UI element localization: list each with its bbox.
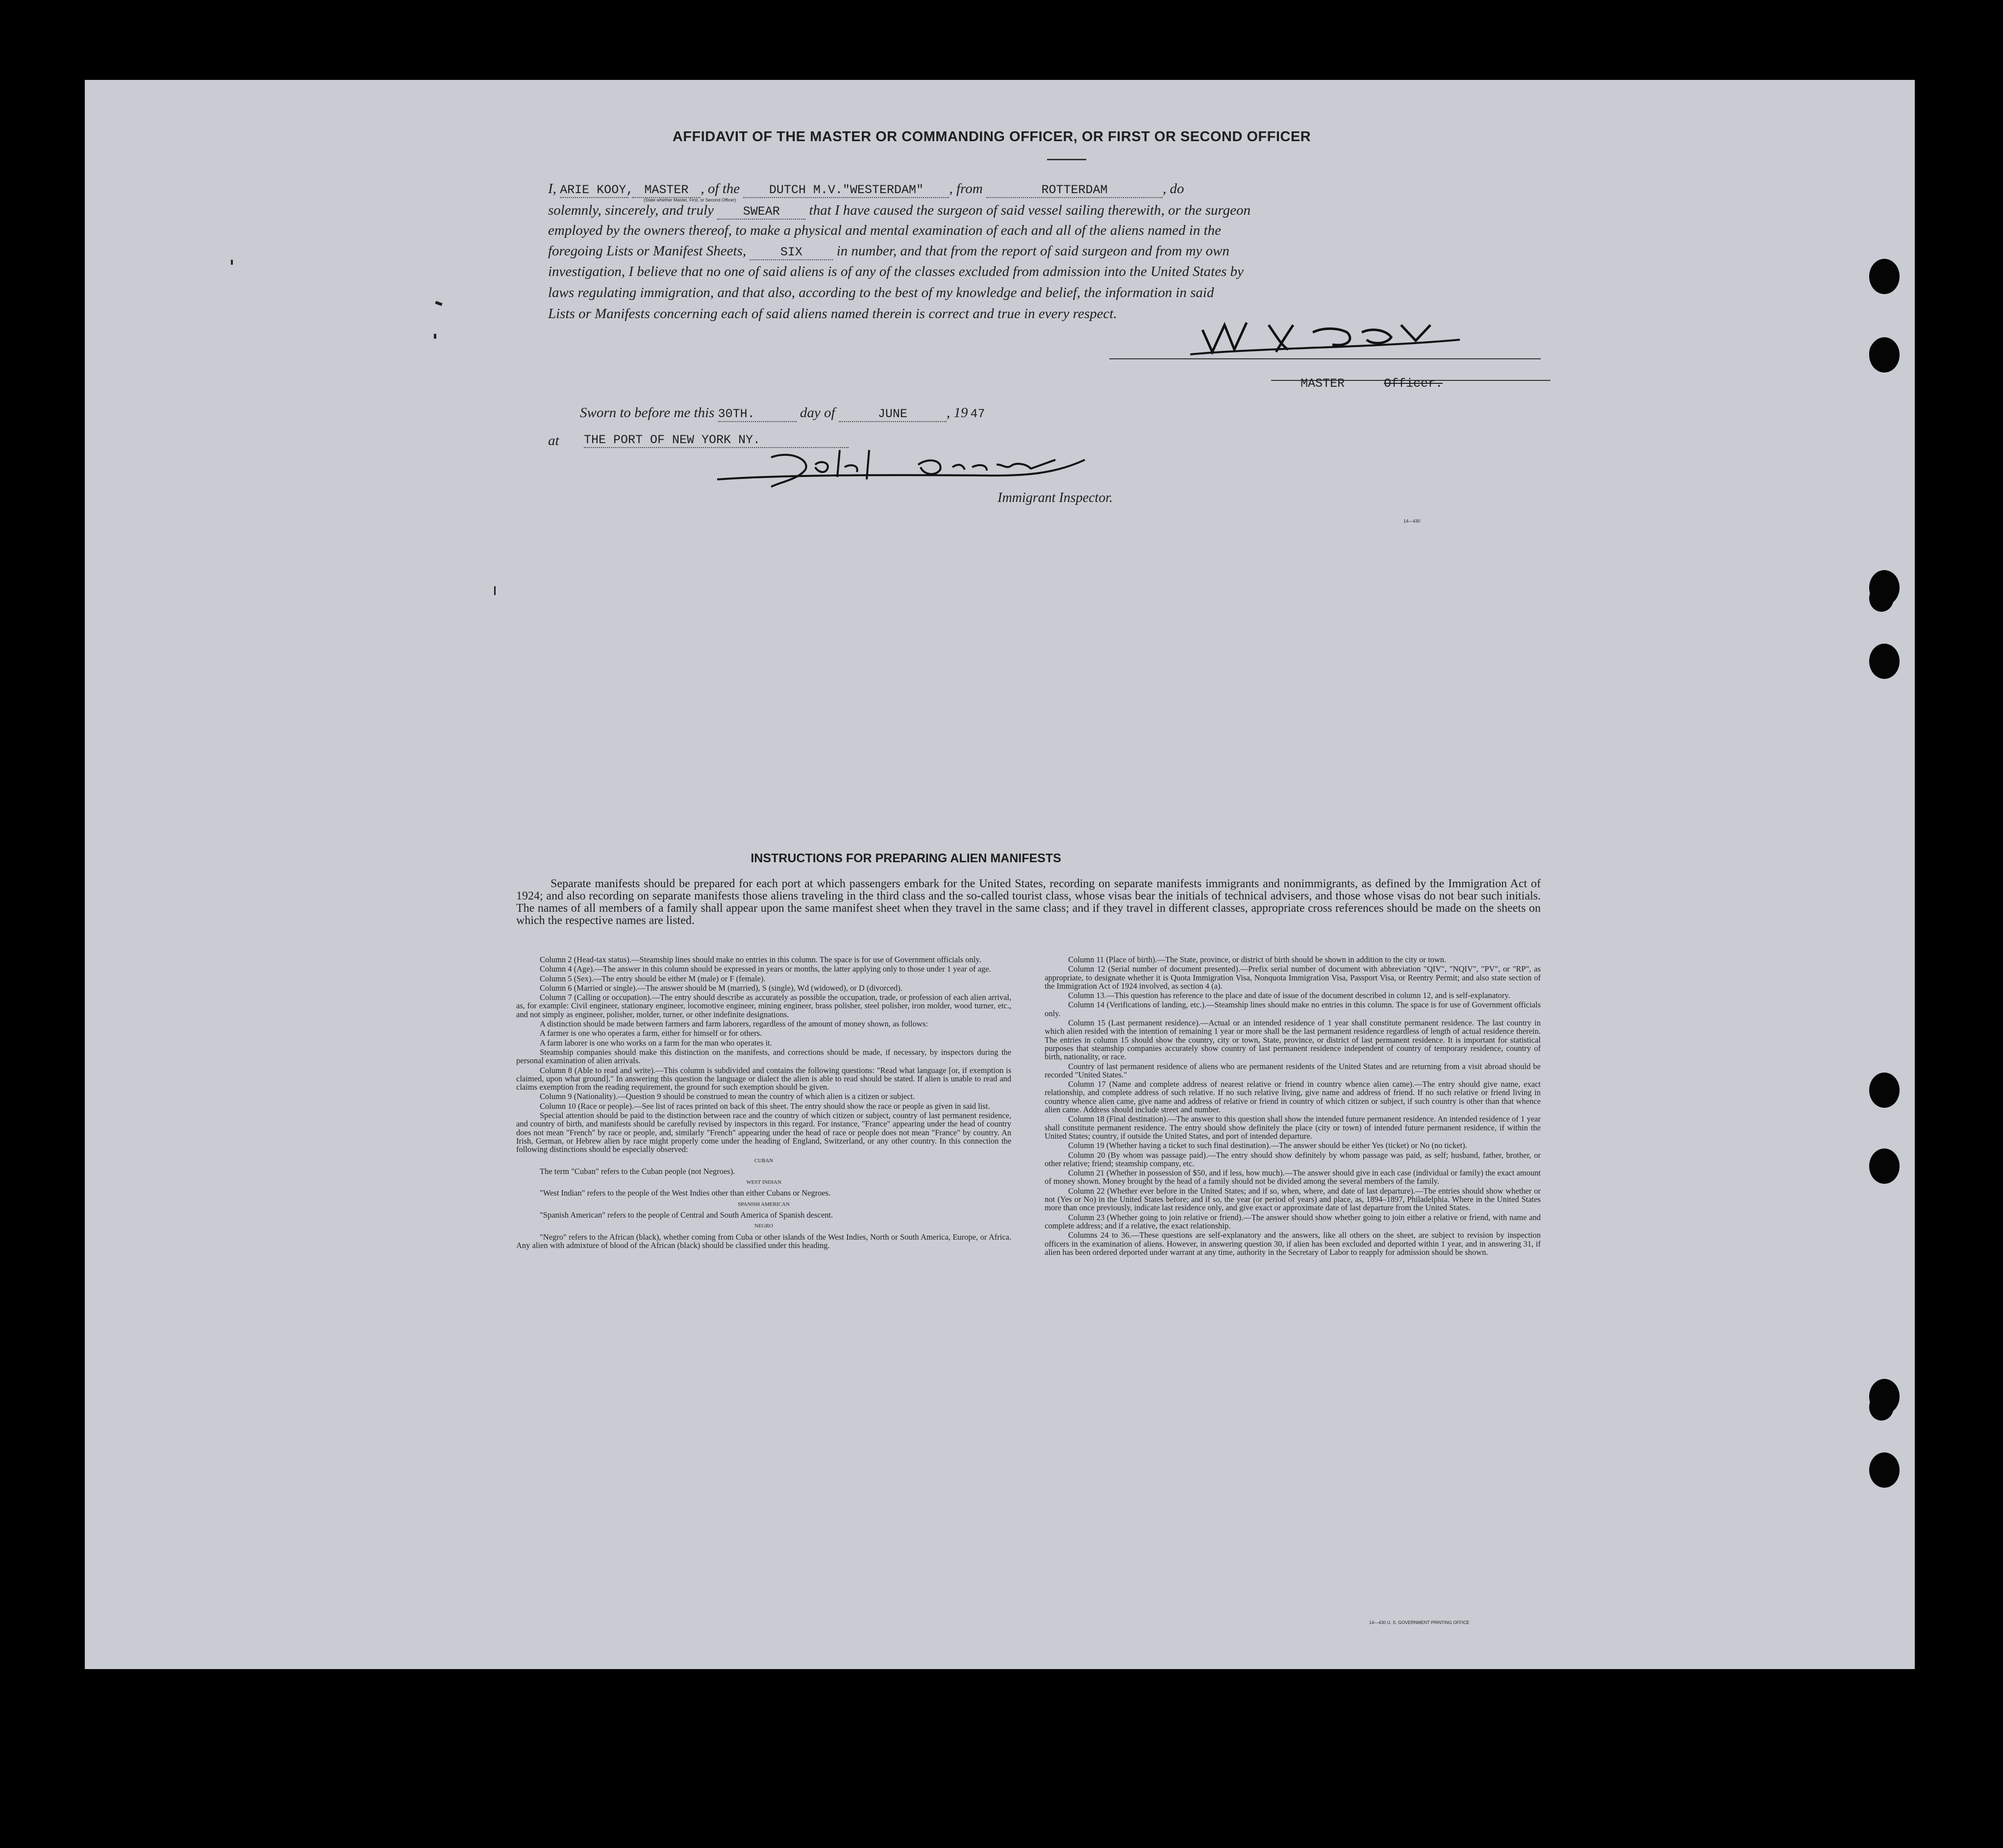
stray-mark [434,334,436,339]
printing-office-note: 14—430 U. S. GOVERNMENT PRINTING OFFICE [1369,1620,1470,1625]
punch-hole [1869,585,1894,612]
affidavit-line-6: laws regulating immigration, and that also, according to the best of my knowledge and belief, the information in said [548,285,1214,300]
master-title: MASTER [1301,376,1345,391]
oath-field: SWEAR [717,204,805,220]
sworn-month-field: JUNE [839,407,947,422]
instruction-paragraph: Column 9 (Nationality).—Question 9 should be construed to mean the country of which alien is a citizen or subject. [540,1092,915,1101]
stray-mark [231,260,233,265]
affidavit-title: AFFIDAVIT OF THE MASTER OR COMMANDING OFFICER, OR FIRST OR SECOND OFFICER [672,129,1311,145]
instruction-paragraph: "West Indian" refers to the people of the West Indies other than either Cubans or Negroes. [540,1188,831,1198]
at-label: at [548,433,559,449]
punch-hole [1869,1394,1894,1421]
title-rule [1047,159,1086,160]
stray-mark [494,586,496,595]
instruction-paragraph: Column 4 (Age).—The answer in this column should be expressed in years or months, the latter applying only to those under 1 year of age. [540,964,991,974]
punch-hole [1869,1149,1900,1184]
instruction-paragraph: A distinction should be made between farmers and farm laborers, regardless of the amount of money shown, as follows: [540,1019,928,1029]
affidavit-line-2: solemnly, sincerely, and truly SWEAR that I have caused the surgeon of said vessel sailing therewith, or the surgeon [548,202,1251,219]
sworn-year-field: 47 [970,407,985,421]
instruction-paragraph: Column 12 (Serial number of document presented).—Prefix serial number of document with abbreviation "QIV", "NQIV", "PV", or "RP", as appropriate, to designate whether it is Quota Immigration Visa, Nonquota Immigration Visa, Passport Visa, or Reentry Permit; and also state section of the Immigration Act of 1924 involved, as section 4 (a). [1045,964,1541,991]
instruction-paragraph: Column 14 (Verifications of landing, etc.).—Steamship lines should make no entries in this column. The space is for use of Government officials only. [1045,1000,1541,1018]
master-signature [1185,310,1577,369]
punch-hole [1869,644,1900,679]
punch-hole [1869,1073,1900,1108]
struck-officer: Officer. [1384,376,1443,391]
punch-hole [1869,340,1894,367]
instruction-paragraph: Column 5 (Sex).—The entry should be either M (male) or F (female). [540,974,766,983]
place-field: THE PORT OF NEW YORK NY. [584,433,849,448]
instruction-paragraph: Column 10 (Race or people).—See list of races printed on back of this sheet. The entry should show the race or people as given in said list. [540,1101,990,1111]
instruction-paragraph: Column 23 (Whether going to join relative or friend).—The answer should show whether going to join either a relative or friend, with name and complete address; and if a relative, the exact relationship. [1045,1212,1541,1230]
instruction-paragraph: Special attention should be paid to the distinction between race and the country of which citizen or subject, country of last permanent residence, and country of birth, and manifests should be carefully revised by inspectors in this regard. For instance, "France" appearing under the head of country does not mean "French" by race or people, and, similarly "French" appearing under the head of race or people does not mean "France" by country. An Irish, German, or Hebrew alien by race might properly come under the heading of England, Switzerland, or any other country. In this connection the following distinctions should be especially observed: [516,1111,1011,1154]
heading-spanish-american: SPANISH AMERICAN [738,1201,790,1207]
instruction-paragraph: Column 20 (By whom was passage paid).—The entry should show definitely by whom passage was paid, as self; husband, father, brother, or other relative; friend; steamship company, etc. [1045,1150,1541,1168]
sheets-count-field: SIX [750,245,833,260]
affidavit-line-1: I, ARIE KOOY, MASTER , of the DUTCH M.V."WESTERDAM" , from ROTTERDAM , do [548,181,1184,197]
instruction-paragraph: Column 8 (Able to read and write).—This column is subdivided and contains the following questions: "Read what language [or, if exemption is claimed, upon what ground]." In answering this question the language or dialect the alien is able to read should be stated. If alien is unable to read and claims exemption from the reading requirement, the ground for such exemption should be given. [516,1065,1011,1092]
vessel-field: DUTCH M.V."WESTERDAM" [743,183,949,198]
instruction-paragraph: A farmer is one who operates a farm, either for himself or for others. [540,1028,762,1038]
heading-negro: NEGRO [754,1223,773,1229]
instruction-paragraph: Column 19 (Whether having a ticket to such final destination).—The answer should be either Yes (ticket) or No (no ticket). [1068,1141,1467,1150]
manifest-sheet [85,80,1915,1669]
instruction-paragraph: Column 18 (Final destination).—The answer to this question shall show the intended future permanent residence. An intended residence of 1 year shall constitute permanent residence. The entry should show definitely the place (city or town) of intended future permanent residence, if within the United States; country, if outside the United States, and port of intended departure. [1045,1114,1541,1141]
instruction-paragraph: Column 21 (Whether in possession of $50, and if less, how much).—The answer should give in each case (individual or family) the exact amount of money shown. Money brought by the head of a family should not be divided among the several members of the family. [1045,1168,1541,1186]
affidavit-line-5: investigation, I believe that no one of said aliens is of any of the classes excluded from admission into the United States by [548,264,1244,279]
master-signature-line [1109,358,1541,359]
instruction-paragraph: Country of last permanent residence of aliens who are permanent residents of the United States and are returning from a visit abroad should be recorded "United States." [1045,1061,1541,1079]
instruction-paragraph: Column 15 (Last permanent residence).—Actual or an intended residence of 1 year shall constitute permanent residence. The last country in which alien resided with the intention of remaining 1 year or more shall be the last permanent residence regardless of length of actual residence therein. The entries in column 15 should show the country, city or town, State, province, or district of last permanent residence. It is important for statistical purposes that steamship companies accurately show country of last permanent residence independent of country of temporary residence, country of birth, nationality, or race. [1045,1018,1541,1062]
instruction-paragraph: "Spanish American" refers to the people of Central and South America of Spanish descent. [540,1210,833,1220]
instruction-paragraph: Column 17 (Name and complete address of nearest relative or friend in country whence alien came).—The entry should give name, exact relationship, and complete address of such relative. If no such relative living, give name and address of friend. If no such relative or friend living in country whence alien came, give name and address of relative or friend in country of which citizen or subject, if such country is other than that whence alien came. Address should include street and number. [1045,1079,1541,1115]
affidavit-line-7: Lists or Manifests concerning each of said aliens named therein is correct and true in every respect. [548,306,1117,322]
heading-cuban: CUBAN [754,1157,774,1164]
instruction-paragraph: Column 13.—This question has reference to the place and date of issue of the document described in column 12, and is self-explanatory. [1068,991,1510,1000]
instructions-intro: Separate manifests should be prepared for each port at which passengers embark for the United States, recording on separate manifests immigrants and nonimmigrants, as defined by the Immigration Act of 1924; and also recording on separate manifests those aliens traveling in the third class and the so-called tourist class, whose visas bear the initials of technical advisers, and those whose visas do not bear such initials. The names of all members of a family shall appear upon the same manifest sheet when they travel in the same class; and if they travel in different classes, appropriate cross references should be made on the sheets on which the respective names are listed. [516,877,1541,927]
affidavit-line-3: employed by the owners thereof, to make a physical and mental examination of each and all of the aliens named in the [548,223,1221,238]
form-number: 14—430 [1403,519,1421,524]
sworn-line: Sworn to before me this 30TH. day of JUNE , 19 47 [580,405,1580,422]
instruction-paragraph: "Negro" refers to the African (black), whether coming from Cuba or other islands of the West Indies, North or South America, Europe, or Africa. Any alien with admixture of blood of the African (black) should be classified under this heading. [516,1232,1011,1250]
instruction-paragraph: Steamship companies should make this distinction on the manifests, and corrections should be made, if necessary, by inspectors during the personal examination of alien arrivals. [516,1047,1011,1066]
instruction-paragraph: Column 7 (Calling or occupation).—The entry should describe as accurately as possible the occupation, trade, or profession of each alien arrival, as, for example: Civil engineer, stationary engineer, locomotive engineer, mining engineer, brass polisher, steel polisher, iron molder, wood turner, etc., and not simply as engineer, polisher, molder, turner, or other indefinite designations. [516,993,1011,1019]
rank-field: MASTER [632,183,701,198]
master-name-field: ARIE KOOY, [560,183,634,197]
instructions-right-column [1045,955,1541,1257]
departure-port-field: ROTTERDAM [986,183,1163,198]
instruction-paragraph: The term "Cuban" refers to the Cuban people (not Negroes). [540,1166,735,1176]
instruction-paragraph: Column 22 (Whether ever before in the United States; and if so, when, where, and date of last departure).—The entries should show whether or not (Yes or No) in the United States before; and if so, the year (or period of years) and place, as, 1894–1897, Philadelphia. Where in the United States more than once previously, indicate last residence only, and give exact or approximate date of last departure from the United States. [1045,1186,1541,1213]
punch-hole [1869,1452,1900,1488]
stray-mark [435,301,442,306]
rank-hint: (State whether Master, First, or Second Officer) [644,198,736,202]
instructions-title: INSTRUCTIONS FOR PREPARING ALIEN MANIFESTS [751,851,1061,865]
instruction-paragraph: Column 2 (Head-tax status).—Steamship lines should make no entries in this column. The space is for use of Government officials only. [540,955,981,964]
instruction-paragraph: Column 11 (Place of birth).—The State, province, or district of birth should be shown in addition to the city or town. [1068,955,1447,964]
instruction-paragraph: A farm laborer is one who works on a farm for the man who operates it. [540,1038,772,1048]
sworn-day-field: 30TH. [718,407,797,422]
punch-hole [1869,259,1900,294]
instructions-left-column [516,955,1011,1250]
heading-west-indian: WEST INDIAN [746,1179,781,1186]
affidavit-line-4: foregoing Lists or Manifest Sheets, SIX in number, and that from the report of said surgeon and from my own [548,243,1229,259]
instruction-paragraph: Column 6 (Married or single).—The answer should be M (married), S (single), Wd (widowed), or D (divorced). [540,983,902,993]
inspector-label: Immigrant Inspector. [998,490,1113,505]
instruction-paragraph: Columns 24 to 36.—These questions are self-explanatory and the answers, like all others on the sheet, are subject to revision by inspection officers in the examination of aliens. However, in answering question 30, if alien has been excluded and deported within 1 year, and in answering 31, if alien has been ordered deported under warrant at any time, authority in the Secretary of Labor to reapply for admission should be shown. [1045,1230,1541,1257]
